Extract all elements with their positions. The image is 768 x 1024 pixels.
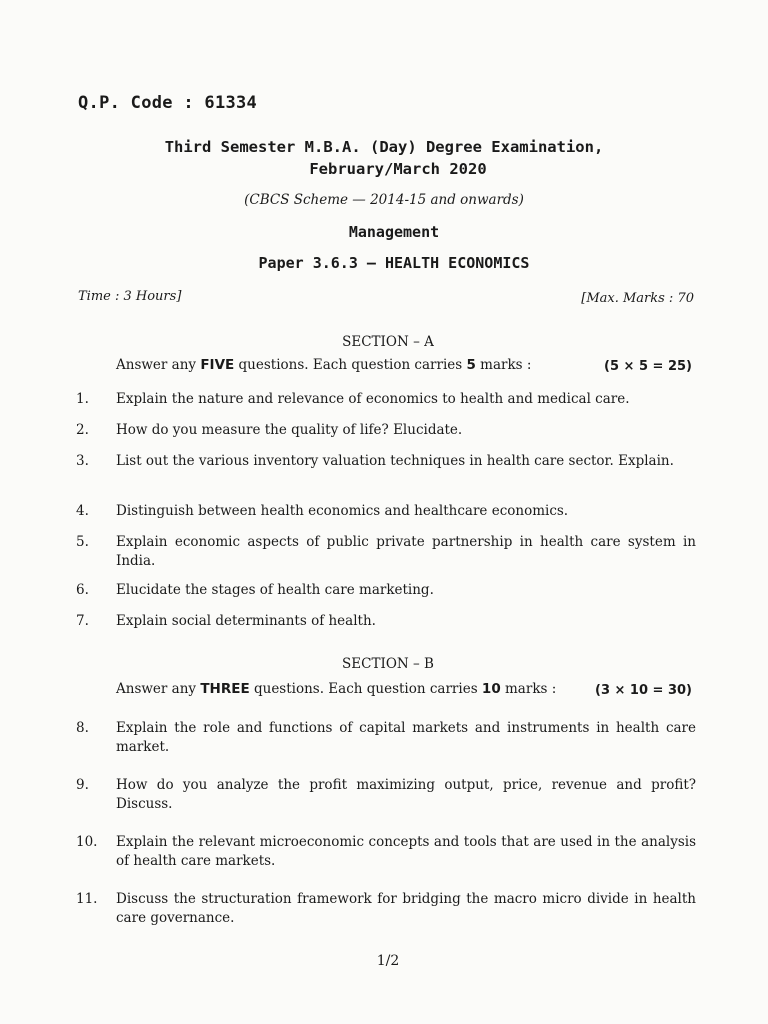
section-b-score: (3 × 10 = 30) (595, 683, 692, 698)
question-number: 3. (76, 453, 89, 469)
max-marks: [Max. Marks : 70 (581, 291, 694, 306)
paper-title: Paper 3.6.3 — HEALTH ECONOMICS (258, 254, 530, 272)
exam-title-line2: February/March 2020 (309, 160, 487, 178)
question-number: 2. (76, 422, 89, 438)
question-number: 8. (76, 720, 89, 736)
question-number: 1. (76, 391, 89, 407)
question-text: Explain economic aspects of public private partnership in health care system in India. (116, 534, 696, 569)
question-text: Explain the relevant microeconomic concepts and tools that are used in the analysis of health care markets. (116, 834, 696, 869)
qp-code: Q.P. Code : 61334 (78, 93, 258, 113)
question-number: 7. (76, 613, 89, 629)
question-number: 6. (76, 582, 89, 598)
time-allowed: Time : 3 Hours] (78, 289, 182, 304)
question-text: Distinguish between health economics and healthcare economics. (116, 503, 569, 519)
question-text: Explain the role and functions of capital markets and instruments in health care market. (116, 720, 696, 755)
subject-title: Management (348, 223, 440, 241)
question-text: How do you measure the quality of life? Elucidate. (116, 422, 463, 438)
question-number: 9. (76, 777, 89, 793)
scheme-label: (CBCS Scheme — 2014-15 and onwards) (244, 192, 524, 208)
question-number: 5. (76, 534, 89, 550)
exam-title-line1: Third Semester M.B.A. (Day) Degree Examination, (164, 138, 604, 156)
section-a-heading: SECTION – A (342, 334, 434, 350)
question-text: List out the various inventory valuation techniques in health care sector. Explain. (116, 453, 674, 469)
section-a-score: (5 × 5 = 25) (604, 359, 692, 374)
question-text: Elucidate the stages of health care marketing. (116, 582, 434, 598)
question-number: 10. (76, 834, 98, 850)
section-b-instruction: Answer any THREE questions. Each question carries 10 marks : (116, 681, 557, 697)
question-text: Explain social determinants of health. (116, 613, 376, 629)
question-text: How do you analyze the profit maximizing output, price, revenue and profit? Discuss. (116, 777, 696, 812)
question-number: 11. (76, 891, 98, 907)
question-text: Explain the nature and relevance of economics to health and medical care. (116, 391, 630, 407)
section-b-heading: SECTION – B (342, 656, 434, 672)
section-a-instruction: Answer any FIVE questions. Each question carries 5 marks : (116, 357, 532, 373)
page-number: 1/2 (376, 953, 400, 969)
question-text: Discuss the structuration framework for bridging the macro micro divide in health care governance. (116, 891, 696, 926)
question-number: 4. (76, 503, 89, 519)
